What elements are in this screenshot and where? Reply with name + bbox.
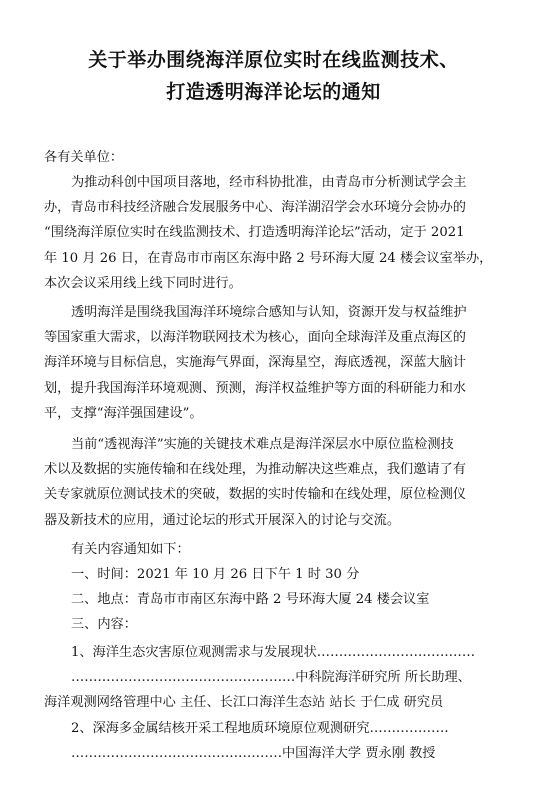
paragraph-1-line: 年 10 月 26 日，在青岛市市南区东海中路 2 号环海大厦 24 楼会议室举办， xyxy=(44,250,493,266)
salutation-text: 各有关单位： xyxy=(44,150,124,165)
paragraph-2-line: 透明海洋是围绕我国海洋环境综合感知与认知，资源开发与权益维护 xyxy=(71,305,467,320)
paragraph-2-line: 划，提升我国海洋环境观测、预测，海洋权益维护等方面的科研能力和水 xyxy=(44,380,466,396)
paragraph-3 xyxy=(44,432,506,533)
paragraph-3-line: 关专家就原位测试技术的突破，数据的实时传输和在线处理，原位检测仪 xyxy=(44,487,466,503)
event-content-heading: 三、内容： xyxy=(71,617,137,633)
topic-2-title: 2、深海多金属结核开采工程地质环境原位观测研究……………… xyxy=(71,720,449,736)
paragraph-2 xyxy=(44,300,506,426)
event-details xyxy=(44,562,506,638)
event-time: 一、时间：2021 年 10 月 26 日下午 1 时 30 分 xyxy=(71,567,360,582)
notice-intro xyxy=(44,537,506,562)
notice-intro-text: 有关内容通知如下： xyxy=(71,542,190,557)
topic-2-speaker-line: …………………………………………中国海洋大学 贾永刚 教授 xyxy=(71,745,436,761)
paragraph-1-line: “围绕海洋原位实时在线监测技术、打造透明海洋论坛”活动，定于 2021 xyxy=(44,225,465,241)
paragraph-3-line: 器及新技术的应用，通过论坛的形式开展深入的讨论与交流。 xyxy=(44,512,401,528)
paragraph-1-line: 为推动科创中国项目落地，经市科协批准，由青岛市分析测试学会主 xyxy=(71,175,467,190)
paragraph-2-line: 等国家重大需求，以海洋物联网技术为核心，面向全球海洋及重点海区的 xyxy=(44,330,466,346)
topic-1-speaker-detail: 海洋观测网络管理中心 主任、长江口海洋生态站 站长 于仁成 研究员 xyxy=(44,695,444,711)
document-title-line-1: 关于举办围绕海洋原位实时在线监测技术、 xyxy=(88,49,459,71)
topic-1-speaker-line: ……………………………………………中科院海洋研究所 所长助理、 xyxy=(71,670,471,686)
salutation xyxy=(44,145,506,170)
document-title-line-2: 打造透明海洋论坛的通知 xyxy=(166,81,381,103)
event-location: 二、地点：青岛市市南区东海中路 2 号环海大厦 24 楼会议室 xyxy=(71,592,430,608)
paragraph-3-line: 当前“透视海洋”实施的关键技术难点是海洋深层水中原位监检测技 xyxy=(71,437,454,452)
paragraph-2-line: 海洋环境与目标信息，实施海气界面，深海星空，海底透视，深蓝大脑计 xyxy=(44,355,466,371)
content-list xyxy=(44,640,506,766)
paragraph-1-line: 本次会议采用线上线下同时进行。 xyxy=(44,275,242,291)
paragraph-1-line: 办，青岛市科技经济融合发展服务中心、海洋湖沼学会水环境分会协办的 xyxy=(44,200,466,216)
topic-1-title: 1、海洋生态灾害原位观测需求与发展现状……………………………… xyxy=(71,645,476,660)
paragraph-1 xyxy=(44,170,506,296)
paragraph-3-line: 术以及数据的实施传输和在线处理，为推动解决这些难点，我们邀请了有 xyxy=(44,462,466,478)
paragraph-2-line: 平，支撑“海洋强国建设”。 xyxy=(44,405,203,421)
